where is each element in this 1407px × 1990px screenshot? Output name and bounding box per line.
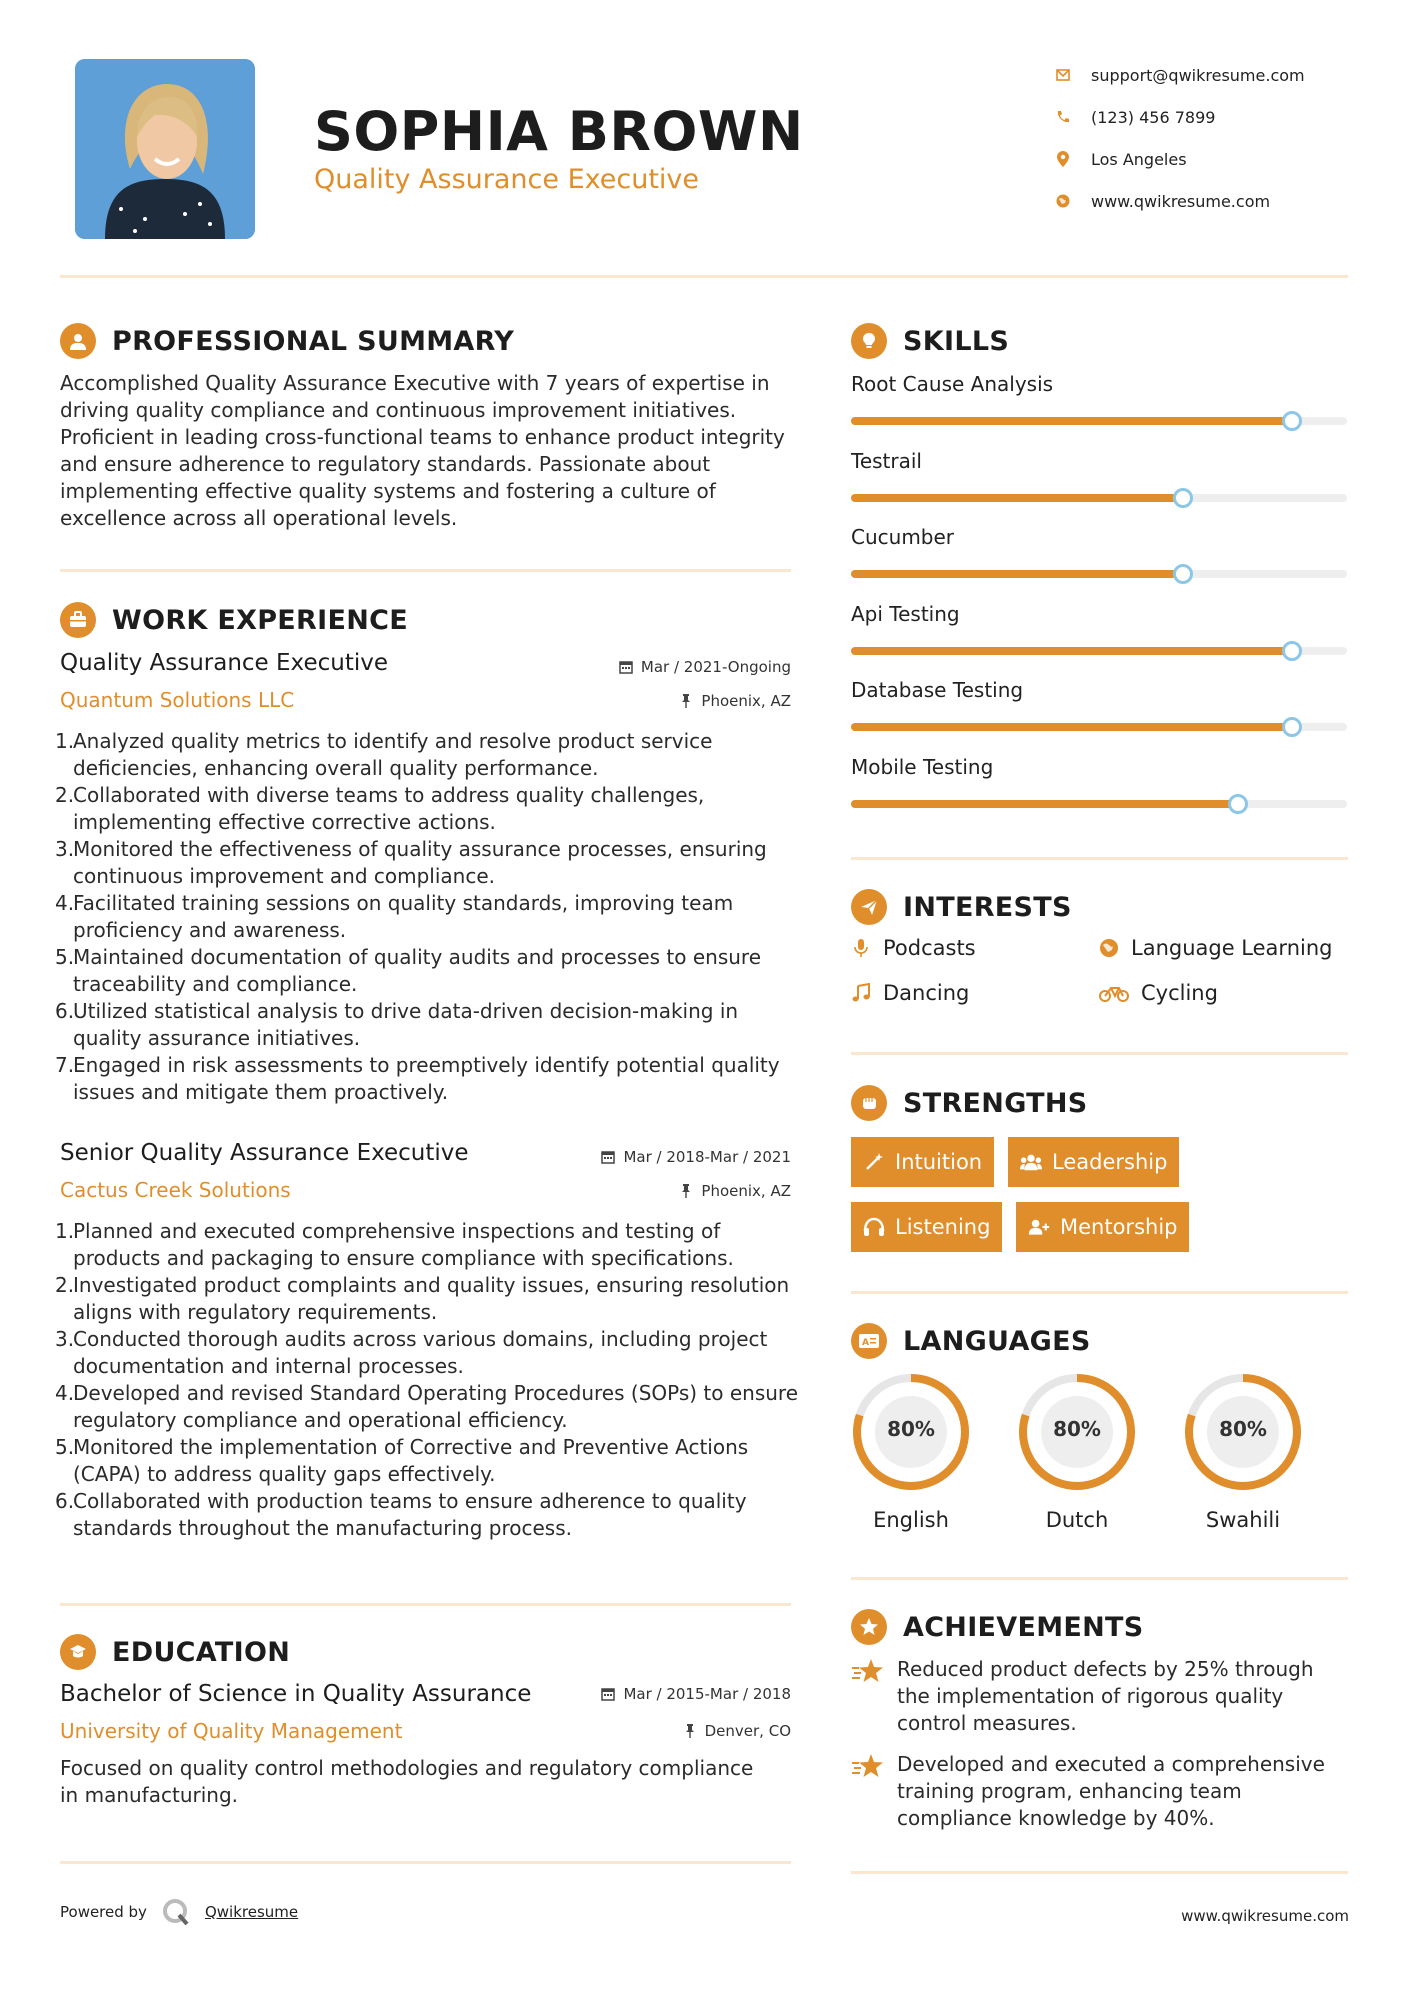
language-card-icon bbox=[851, 1323, 887, 1359]
skill-level-knob bbox=[1282, 411, 1302, 431]
skill-level-knob bbox=[1173, 564, 1193, 584]
job-title: Senior Quality Assurance Executive bbox=[60, 1140, 469, 1166]
job-bullets bbox=[55, 1218, 800, 1542]
summary-text: Accomplished Quality Assurance Executive with 7 years of expertise in driving quality compliance and continuous improvement initiatives. Proficient in leading cross-functional teams to enhance product integrity and ensure adherence to regulatory standards. Passionate about implementing effective quality systems and fostering a culture of excellence across all operational levels. bbox=[60, 371, 785, 530]
strengths-heading: STRENGTHS bbox=[851, 1085, 1088, 1121]
achievement-item: Developed and executed a comprehensive training program, enhancing team compliance knowledge by 40%. bbox=[851, 1751, 1351, 1832]
pushpin-icon bbox=[679, 694, 693, 708]
language-name: Swahili bbox=[1205, 1508, 1281, 1532]
calendar-icon bbox=[601, 1687, 615, 1701]
interest-item: Podcasts bbox=[851, 936, 976, 960]
list-item: 2. Investigated product complaints and quality issues, ensuring resolution aligns with regulatory requirements. bbox=[55, 1273, 790, 1324]
skill-bar-fill bbox=[851, 723, 1292, 731]
user-plus-icon bbox=[1028, 1216, 1050, 1238]
footer-url[interactable]: www.qwikresume.com bbox=[1181, 1907, 1349, 1925]
job-dates: Mar / 2018-Mar / 2021 bbox=[601, 1148, 791, 1166]
skill-bar-fill bbox=[851, 800, 1238, 808]
star-icon bbox=[851, 1751, 885, 1781]
interests-heading: INTERESTS bbox=[851, 889, 1072, 925]
summary-divider bbox=[60, 569, 791, 572]
pushpin-icon bbox=[683, 1724, 697, 1738]
skill-bar-fill bbox=[851, 570, 1183, 578]
contact-email[interactable]: support@qwikresume.com bbox=[1055, 54, 1395, 96]
skill-bar bbox=[851, 570, 1347, 578]
contact-list bbox=[1055, 54, 1395, 222]
qwikresume-logo-icon bbox=[161, 1897, 191, 1927]
user-icon bbox=[60, 323, 96, 359]
strength-tag-listening: Listening bbox=[851, 1202, 1002, 1252]
job-location: Phoenix, AZ bbox=[679, 692, 791, 710]
skill-name: Api Testing bbox=[851, 601, 960, 626]
interest-item: Dancing bbox=[851, 981, 969, 1005]
interests-divider bbox=[851, 1052, 1348, 1055]
microphone-icon bbox=[851, 938, 871, 958]
list-item: 1. Planned and executed comprehensive inspections and testing of products and packaging to ensure compliance with specifications. bbox=[55, 1219, 734, 1270]
list-item: 3. Monitored the effectiveness of quality assurance processes, ensuring continuous improvement and compliance. bbox=[55, 837, 767, 888]
skill-bar-fill bbox=[851, 647, 1292, 655]
calendar-icon bbox=[601, 1150, 615, 1164]
candidate-name: SOPHIA BROWN bbox=[314, 100, 804, 163]
header-divider bbox=[60, 275, 1348, 278]
language-percent: 80% bbox=[1219, 1417, 1267, 1441]
language-percent: 80% bbox=[1053, 1417, 1101, 1441]
list-item: 5. Monitored the implementation of Corrective and Preventive Actions (CAPA) to address quality gaps effectively. bbox=[55, 1435, 749, 1486]
language-item bbox=[1181, 1370, 1305, 1532]
skill-bar bbox=[851, 800, 1347, 808]
education-location: Denver, CO bbox=[683, 1722, 791, 1740]
profile-photo bbox=[75, 59, 255, 239]
skill-name: Root Cause Analysis bbox=[851, 372, 1054, 396]
job-location: Phoenix, AZ bbox=[679, 1182, 791, 1200]
strength-tag-intuition: Intuition bbox=[851, 1137, 994, 1187]
language-name: Dutch bbox=[1045, 1508, 1109, 1532]
svg-text:A: A bbox=[862, 1338, 869, 1348]
languages-divider bbox=[851, 1577, 1348, 1580]
list-item: 4. Facilitated training sessions on quality standards, improving team proficiency and awareness. bbox=[55, 891, 734, 942]
skill-bar-fill bbox=[851, 417, 1292, 425]
strength-tag-leadership: Leadership bbox=[1008, 1137, 1179, 1187]
contact-phone[interactable]: (123) 456 7899 bbox=[1055, 96, 1395, 138]
list-item: 1. Analyzed quality metrics to identify and resolve product service deficiencies, enhancing overall quality performance. bbox=[55, 729, 713, 780]
job-dates: Mar / 2021-Ongoing bbox=[619, 658, 791, 676]
globe-icon bbox=[1055, 193, 1071, 209]
paper-plane-icon bbox=[851, 889, 887, 925]
achievements-heading: ACHIEVEMENTS bbox=[851, 1609, 1144, 1645]
bicycle-icon bbox=[1099, 983, 1129, 1003]
education-description: Focused on quality control methodologies and regulatory compliance in manufacturing. bbox=[60, 1756, 754, 1807]
job-title: Quality Assurance Executive bbox=[60, 650, 388, 676]
skill-name: Cucumber bbox=[851, 525, 955, 549]
envelope-icon bbox=[1055, 67, 1071, 83]
contact-website[interactable]: www.qwikresume.com bbox=[1055, 180, 1395, 222]
achievement-item: Reduced product defects by 25% through the implementation of rigorous quality control measures. bbox=[851, 1656, 1351, 1737]
strengths-divider bbox=[851, 1291, 1348, 1294]
skills-heading: SKILLS bbox=[851, 323, 1009, 359]
skill-level-knob bbox=[1282, 641, 1302, 661]
graduation-icon bbox=[60, 1634, 96, 1670]
degree-title: Bachelor of Science in Quality Assurance bbox=[60, 1681, 532, 1707]
language-item bbox=[849, 1370, 973, 1532]
strength-tag-mentorship: Mentorship bbox=[1016, 1202, 1189, 1252]
location-pin-icon bbox=[1055, 151, 1071, 167]
language-item bbox=[1015, 1370, 1139, 1532]
pushpin-icon bbox=[679, 1184, 693, 1198]
skill-bar bbox=[851, 417, 1347, 425]
skill-name: Mobile Testing bbox=[851, 754, 994, 779]
summary-heading: PROFESSIONAL SUMMARY bbox=[60, 323, 514, 359]
star-icon bbox=[851, 1656, 885, 1686]
globe-icon bbox=[1099, 938, 1119, 958]
list-item: 3. Conducted thorough audits across various domains, including project documentation and internal processes. bbox=[55, 1327, 768, 1378]
language-name: English bbox=[873, 1508, 949, 1532]
contact-location: Los Angeles bbox=[1055, 138, 1395, 180]
skill-name: Testrail bbox=[851, 448, 922, 473]
fist-icon bbox=[851, 1085, 887, 1121]
lightbulb-icon bbox=[851, 323, 887, 359]
achievements-divider bbox=[851, 1871, 1348, 1874]
education-heading: EDUCATION bbox=[60, 1634, 290, 1670]
school-name: University of Quality Management bbox=[60, 1719, 403, 1743]
job-company: Quantum Solutions LLC bbox=[60, 688, 295, 712]
interest-item: Cycling bbox=[1099, 981, 1218, 1005]
list-item: 5. Maintained documentation of quality audits and processes to ensure traceability and compliance. bbox=[55, 945, 761, 996]
footer-powered-by: Powered by Qwikresume bbox=[60, 1897, 298, 1927]
skill-bar bbox=[851, 494, 1347, 502]
magic-wand-icon bbox=[863, 1151, 885, 1173]
education-divider bbox=[60, 1861, 791, 1864]
education-dates: Mar / 2015-Mar / 2018 bbox=[601, 1685, 791, 1703]
list-item: 4. Developed and revised Standard Operating Procedures (SOPs) to ensure regulatory compliance and operational efficiency. bbox=[55, 1381, 799, 1432]
list-item: 7. Engaged in risk assessments to preemptively identify potential quality issues and mitigate them proactively. bbox=[55, 1053, 780, 1104]
skill-level-knob bbox=[1282, 717, 1302, 737]
headphones-icon bbox=[863, 1216, 885, 1238]
phone-icon bbox=[1055, 109, 1071, 125]
skill-bar bbox=[851, 647, 1347, 655]
briefcase-icon bbox=[60, 602, 96, 638]
skill-bar-fill bbox=[851, 494, 1183, 502]
languages-heading: A LANGUAGES bbox=[851, 1323, 1091, 1359]
list-item: 2. Collaborated with diverse teams to address quality challenges, implementing effective corrective actions. bbox=[55, 783, 705, 834]
job-bullets bbox=[55, 728, 795, 1106]
skill-bar bbox=[851, 723, 1347, 731]
skills-divider bbox=[851, 857, 1348, 860]
star-badge-icon bbox=[851, 1609, 887, 1645]
calendar-icon bbox=[619, 660, 633, 674]
job-company: Cactus Creek Solutions bbox=[60, 1178, 291, 1202]
list-item: 6. Collaborated with production teams to ensure adherence to quality standards throughout the manufacturing process. bbox=[55, 1489, 747, 1540]
interest-item: Language Learning bbox=[1099, 936, 1332, 960]
list-item: 6. Utilized statistical analysis to drive data-driven decision-making in quality assurance initiatives. bbox=[55, 999, 739, 1050]
candidate-title: Quality Assurance Executive bbox=[314, 164, 700, 195]
skill-level-knob bbox=[1173, 488, 1193, 508]
users-icon bbox=[1020, 1151, 1042, 1173]
language-percent: 80% bbox=[887, 1417, 935, 1441]
skill-level-knob bbox=[1228, 794, 1248, 814]
experience-divider bbox=[60, 1603, 791, 1606]
experience-heading: WORK EXPERIENCE bbox=[60, 602, 408, 638]
music-note-icon bbox=[851, 983, 871, 1003]
skill-name: Database Testing bbox=[851, 678, 1024, 702]
footer-brand-link[interactable]: Qwikresume bbox=[204, 1903, 299, 1921]
